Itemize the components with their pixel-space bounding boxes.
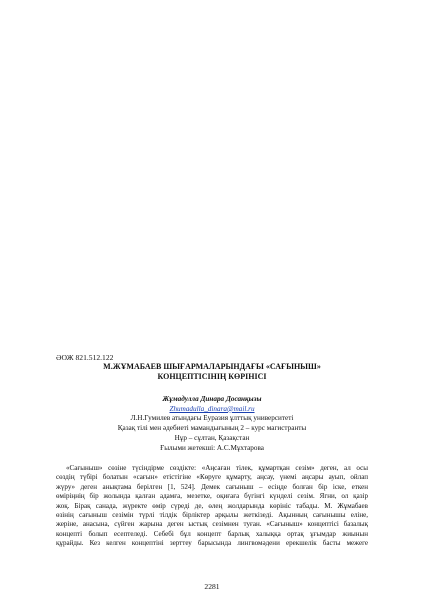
body-line: концепті болып есептеледі. Себебі бұл концепт барлық халыққа ортақ ұғымдар жиынын [56,529,368,538]
author-name: Жұмадулла Динара Досанқызы [162,395,262,403]
body-line: жоқ. Бірақ санада, жүректе өмір сүреді де, өлең жолдарында көрініс табады. М. Жұмабаев [56,501,368,510]
article-title-line-1: М.ЖҰМАБАЕВ ШЫҒАРМАЛАРЫНДАҒЫ «САҒЫНЫШ» [103,362,321,371]
author-email-link[interactable]: Zhumadulla_dinara@mail.ru [169,404,255,413]
body-line: «Сағыныш» сөзіне түсіндірме сөздікте: «Аңсаған тілек, құмартқан сезім» деген, ал осы [66,464,368,472]
body-paragraph [56,464,368,549]
body-line: сөздің түбірі болатын «сағын» етістігіне «Көруге құмарту, аңсау, үнемі аңсары ауып, ойлап [56,473,368,482]
page-number: 2281 [204,582,220,591]
body-line: жүру» деген анықтама берілген [1, 524]. Демек сағыныш – есіңде болған бір іске, еткен [56,482,368,491]
body-line: өзінің сағыныш сезімін түрлі тілдік бірліктер арқылы жеткізеді. Ақынның сағынышы еліне, [56,510,368,519]
author-location: Нұр – сұлтан, Қазақстан [174,433,250,442]
article-title-line-2: КОНЦЕПТІСІНІҢ КӨРІНІСІ [157,372,267,381]
article-title [56,362,368,382]
author-program: Қазақ тілі мен әдебиеті мамандығының 2 – курс магистранты [117,424,307,433]
body-line: құрайды. Кез келген концептіні зерттеу барысында лингвомәдени ерекшелік басты межеге [56,539,368,548]
author-block [56,395,368,453]
author-affiliation: Л.Н.Гумилев атындағы Еуразия ұлттық университеті [130,414,294,423]
body-line: жеріне, анасына, сүйген жарына деген ыстық сезімнен туған. «Сағыныш» концептісі базалық [56,520,368,529]
body-line: өміріңнің бір жолында қалған адамға, мезетке, оқиғаға бүгінгі күнделі сезім. Ягни, ол қазір [56,492,368,501]
udc-code: ӘОЖ 821.512.122 [56,353,114,362]
author-supervisor: Ғылыми жетекші: А.С.Мұхтарова [160,443,264,452]
